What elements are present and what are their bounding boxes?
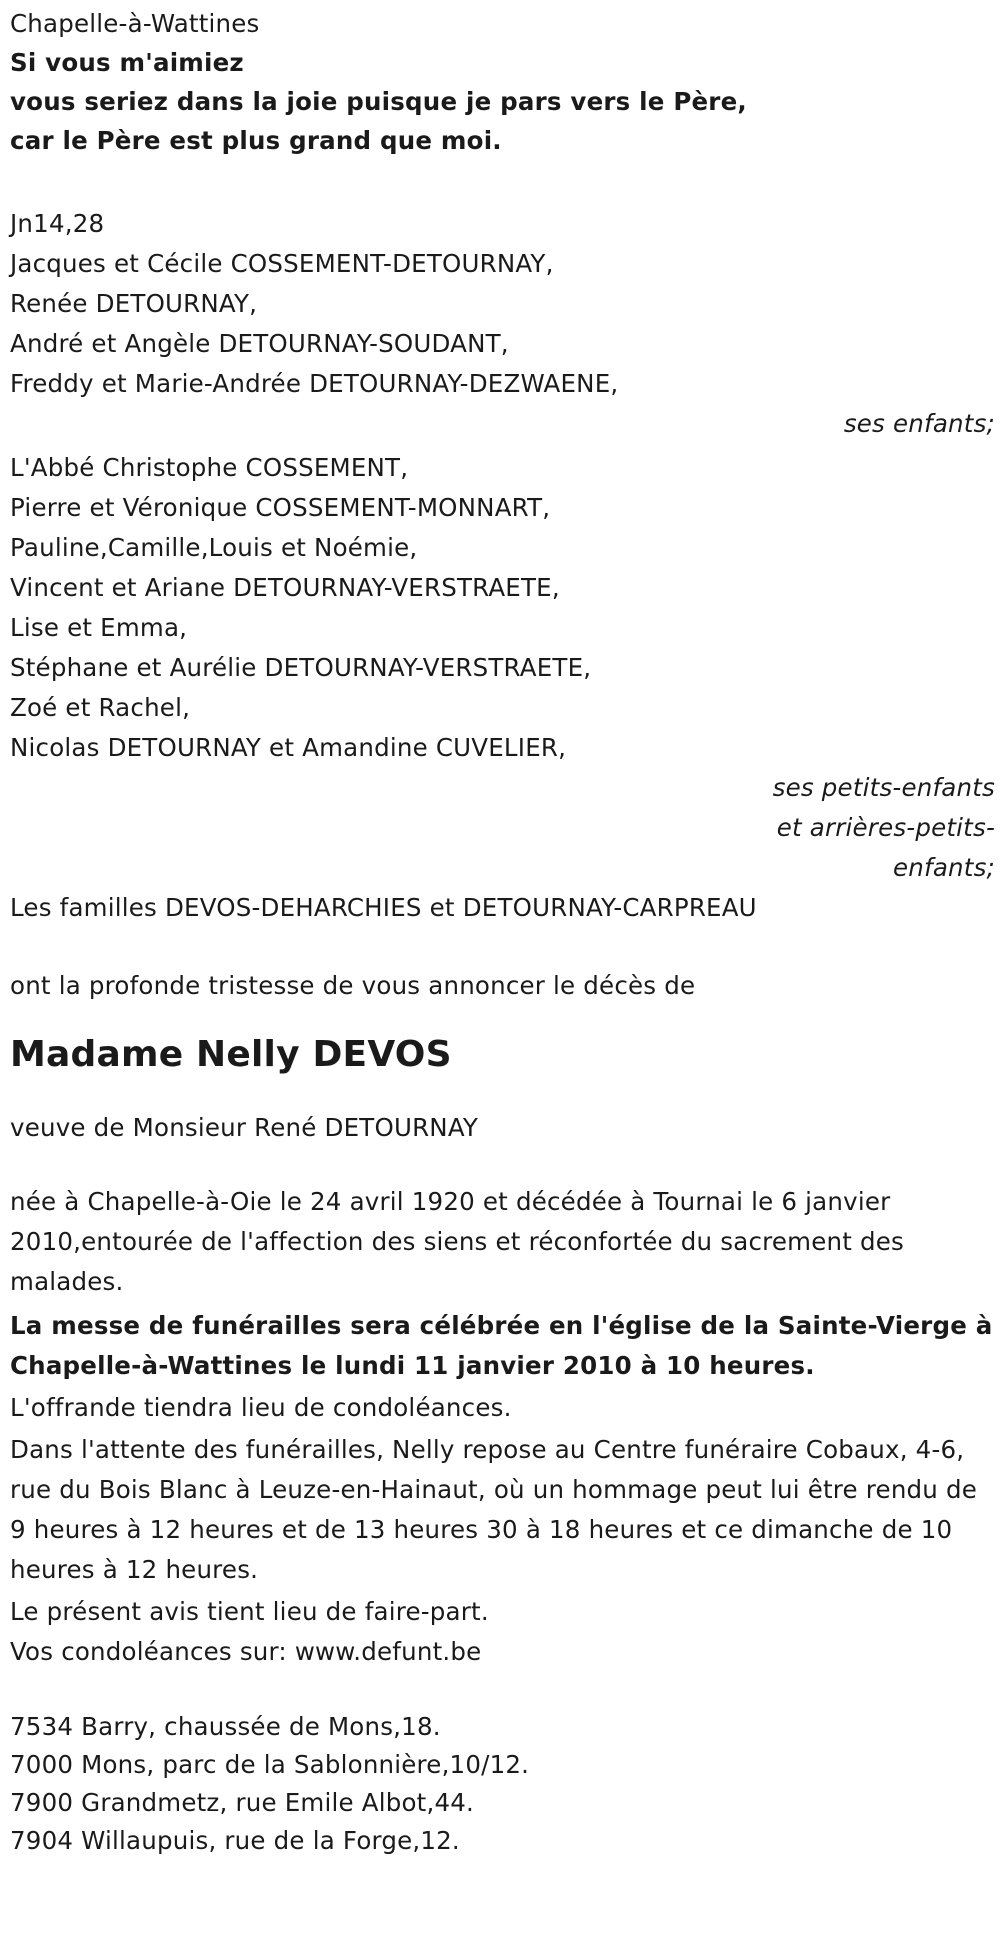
grandchildren-label-line: et arrières-petits- [776, 813, 995, 842]
quote-line: car le Père est plus grand que moi. [10, 126, 502, 155]
viewing-paragraph: Dans l'attente des funérailles, Nelly repose au Centre funéraire Cobaux, 4-6, rue du Bois Blanc à Leuze-en-Hainaut, où un hommage peut lui être rendu de 9 heures à 12 heures et de 13 heures 30 à 18 heures et ce dimanche de 10 heures à 12 heures. [10, 1435, 978, 1584]
children-list [10, 244, 995, 404]
quote-line: vous seriez dans la joie puisque je pars vers le Père, [10, 87, 747, 116]
families-line: Les familles DEVOS-DEHARCHIES et DETOURNAY-CARPREAU [10, 893, 757, 922]
grandchild-entry: Lise et Emma, [10, 613, 188, 642]
child-entry: Jacques et Cécile COSSEMENT-DETOURNAY, [10, 249, 554, 278]
offering-line: L'offrande tiendra lieu de condoléances. [10, 1393, 512, 1422]
widow-of-line: veuve de Monsieur René DETOURNAY [10, 1113, 479, 1142]
grandchild-entry: Zoé et Rachel, [10, 693, 191, 722]
address-entry: 7000 Mons, parc de la Sablonnière,10/12. [10, 1750, 530, 1779]
child-entry: André et Angèle DETOURNAY-SOUDANT, [10, 329, 509, 358]
grandchildren-label-line: ses petits-enfants [772, 773, 995, 802]
grandchildren-label-line: enfants; [893, 853, 995, 882]
children-label: ses enfants; [843, 409, 995, 438]
address-entry: 7534 Barry, chaussée de Mons,18. [10, 1712, 441, 1741]
obituary-notice [10, 4, 995, 1860]
grandchild-entry: Vincent et Ariane DETOURNAY-VERSTRAETE, [10, 573, 560, 602]
funeral-paragraph: La messe de funérailles sera célébrée en l'église de la Sainte-Vierge à Chapelle-à-Wattines le lundi 11 janvier 2010 à 10 heures. [10, 1311, 993, 1380]
condolences-line: Vos condoléances sur: www.defunt.be [10, 1637, 482, 1666]
quote-line: Si vous m'aimiez [10, 48, 244, 77]
quote-reference: Jn14,28 [10, 209, 105, 238]
grandchildren-label [10, 768, 995, 888]
deceased-name: Madame Nelly DEVOS [10, 1034, 452, 1075]
grandchild-entry: Stéphane et Aurélie DETOURNAY-VERSTRAETE, [10, 653, 592, 682]
child-entry: Freddy et Marie-Andrée DETOURNAY-DEZWAENE, [10, 369, 619, 398]
grandchild-entry: Nicolas DETOURNAY et Amandine CUVELIER, [10, 733, 567, 762]
birth-death-paragraph: née à Chapelle-à-Oie le 24 avril 1920 et décédée à Tournai le 6 janvier 2010,entourée de l'affection des siens et réconfortée du sacrement des malades. [10, 1187, 904, 1296]
grandchildren-list [10, 448, 995, 768]
announcement-line: ont la profonde tristesse de vous annoncer le décès de [10, 971, 696, 1000]
child-entry: Renée DETOURNAY, [10, 289, 258, 318]
grandchild-entry: Pierre et Véronique COSSEMENT-MONNART, [10, 493, 551, 522]
grandchild-entry: Pauline,Camille,Louis et Noémie, [10, 533, 418, 562]
address-entry: 7900 Grandmetz, rue Emile Albot,44. [10, 1788, 475, 1817]
bible-quote [10, 44, 995, 160]
notice-line: Le présent avis tient lieu de faire-part. [10, 1597, 489, 1626]
address-entry: 7904 Willaupuis, rue de la Forge,12. [10, 1826, 460, 1855]
grandchild-entry: L'Abbé Christophe COSSEMENT, [10, 453, 409, 482]
address-list [10, 1708, 995, 1860]
location-header: Chapelle-à-Wattines [10, 9, 260, 38]
